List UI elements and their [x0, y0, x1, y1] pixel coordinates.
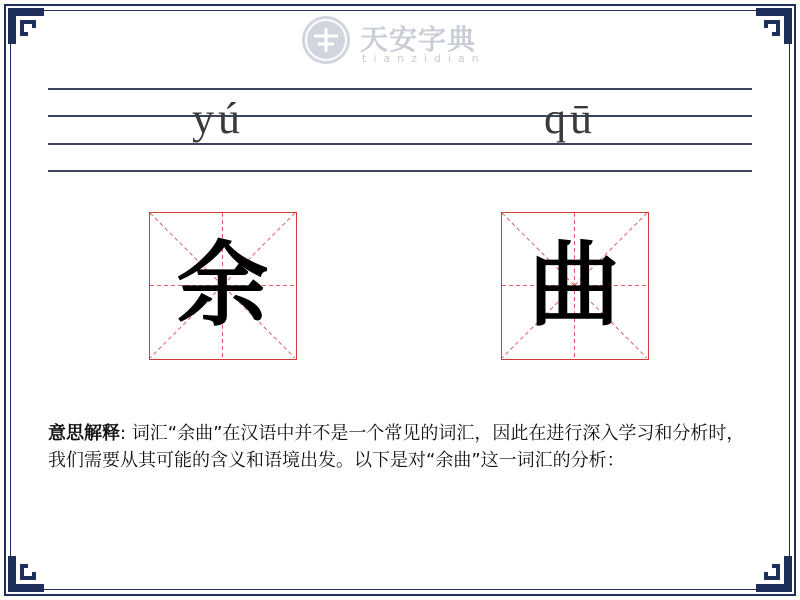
site-logo	[302, 14, 498, 70]
ruled-line	[48, 170, 752, 172]
character-first: 余	[176, 232, 269, 339]
explanation-paragraph	[48, 420, 754, 474]
ruled-line	[48, 88, 752, 90]
corner-ornament-bottom-right	[754, 554, 794, 594]
explanation-text: : 词汇“余曲”在汉语中并不是一个常见的词汇，因此在进行深入学习和分析时，我们需要从其可能的含义和语境出发。以下是对“余曲”这一词汇的分析：	[48, 423, 745, 471]
explanation-label: 意思解释	[48, 423, 120, 444]
character-second: 曲	[528, 232, 621, 339]
pinyin-second: qū	[544, 94, 596, 143]
corner-ornament-bottom-left	[6, 554, 46, 594]
logo-subtitle: tianzidian	[362, 52, 486, 65]
logo-title: 天安字典	[360, 23, 477, 56]
logo-seal-icon	[302, 16, 350, 64]
character-grid-second	[501, 212, 649, 360]
corner-ornament-top-right	[754, 6, 794, 46]
corner-ornament-top-left	[6, 6, 46, 46]
character-grid-first	[149, 212, 297, 360]
pinyin-first: yú	[192, 94, 244, 143]
